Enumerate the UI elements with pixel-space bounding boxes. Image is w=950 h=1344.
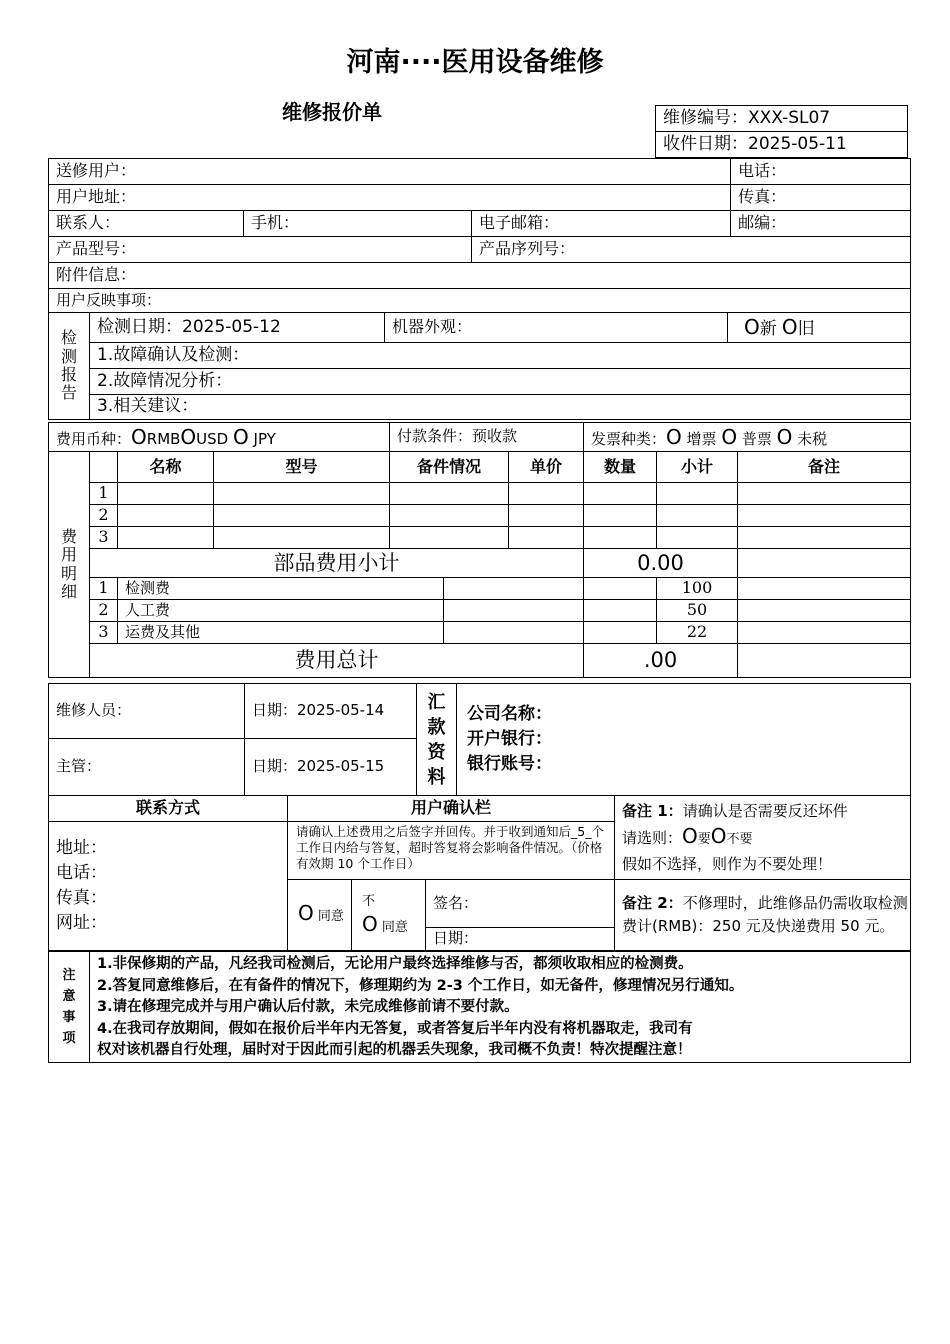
notes-label: 注意事项 [49, 952, 90, 1063]
remark-1 [615, 796, 911, 880]
table-row [49, 600, 911, 622]
signature-field[interactable]: 签名： [426, 880, 615, 928]
table-row [49, 578, 911, 600]
signoff-table [48, 683, 911, 796]
jpy-label: JPY [248, 429, 276, 448]
parts-subtotal-value: 0.00 [584, 549, 738, 578]
fee-name: 运费及其他 [118, 622, 444, 644]
old-radio[interactable]: O [781, 314, 798, 339]
note-item: 2.答复同意维修后，在有备件的情况下，修理期约为 2-3 个工作日，如无备件，修理情况另行通知。 [97, 977, 744, 994]
invoice-label: 发票种类： [591, 429, 667, 448]
receive-date: 收件日期：2025-05-11 [656, 131, 907, 157]
remark-1-default: 假如不选择，则作为不要处理！ [622, 855, 833, 873]
fee-amount: 50 [657, 600, 738, 622]
address-field[interactable]: 用户地址： [49, 185, 731, 211]
disagree-label: 同意 [381, 920, 408, 935]
normal-invoice-radio[interactable]: O [721, 424, 738, 449]
jpy-radio[interactable]: O [233, 424, 249, 449]
supervisor-field[interactable]: 主管： [49, 739, 245, 796]
condition-options [728, 313, 911, 343]
new-radio[interactable]: O [744, 314, 760, 339]
disagree-prefix: 不 [362, 894, 376, 909]
col-spare: 备件情况 [390, 452, 509, 483]
return-no-radio[interactable]: O [710, 824, 727, 848]
agree-radio[interactable]: O [298, 901, 314, 925]
untaxed-label: 未税 [792, 429, 828, 448]
contact-field[interactable]: 联系人： [49, 211, 244, 237]
invoice-options [584, 423, 911, 452]
disagree-option [352, 880, 426, 951]
table-row [49, 483, 911, 505]
col-model: 型号 [214, 452, 390, 483]
usd-radio[interactable]: O [180, 424, 197, 449]
notes-table [48, 951, 911, 1063]
new-label: 新 [759, 318, 777, 339]
technician-date: 日期：2025-05-14 [245, 684, 417, 739]
table-row [49, 505, 911, 527]
row-number: 3 [90, 527, 118, 549]
technician-field[interactable]: 维修人员： [49, 684, 245, 739]
model-field[interactable]: 产品型号： [49, 237, 472, 263]
fax-field[interactable]: 传真： [731, 185, 911, 211]
fee-amount: 100 [657, 578, 738, 600]
return-no-label: 不要 [726, 832, 753, 847]
col-unit-price: 单价 [509, 452, 584, 483]
normal-invoice-label: 普票 [737, 429, 772, 448]
suggestion-field[interactable]: 3.相关建议： [90, 395, 911, 420]
contact-heading: 联系方式 [49, 796, 288, 822]
fee-number: 3 [90, 622, 118, 644]
agree-label: 同意 [317, 909, 344, 924]
accessories-field[interactable]: 附件信息： [49, 263, 911, 289]
col-name: 名称 [118, 452, 214, 483]
usd-label: USD [196, 429, 229, 448]
parts-subtotal-label: 部品费用小计 [90, 549, 584, 578]
inspection-date: 检测日期：2025-05-12 [90, 313, 385, 343]
currency-table [48, 422, 911, 452]
fee-number: 1 [90, 578, 118, 600]
mobile-field[interactable]: 手机： [244, 211, 472, 237]
vat-label: 增票 [681, 429, 717, 448]
serial-field[interactable]: 产品序列号： [472, 237, 911, 263]
contact-website: 网址： [56, 913, 107, 933]
note-item: 权对该机器自行处理，届时对于因此而引起的机器丢失现象，我司概不负责！特次提醒注意！ [97, 1042, 692, 1058]
notes-list [90, 952, 911, 1063]
return-yes-label: 要 [697, 832, 711, 847]
currency-options [49, 423, 390, 452]
remark-1-choose: 请选则： [622, 829, 683, 847]
total-value: .00 [584, 644, 738, 678]
customer-field[interactable]: 送修用户： [49, 159, 731, 185]
disagree-radio[interactable]: O [362, 912, 378, 936]
table-row [49, 622, 911, 644]
supervisor-date: 日期：2025-05-15 [245, 739, 417, 796]
contact-fax: 传真： [56, 888, 107, 908]
account-field: 银行账号： [467, 754, 552, 774]
phone-field[interactable]: 电话： [731, 159, 911, 185]
remark-2-text: 不修理时，此维修品仍需收取检测费计(RMB)：250 元及快递费用 50 元。 [622, 894, 908, 935]
return-yes-radio[interactable]: O [682, 824, 698, 848]
fee-number: 2 [90, 600, 118, 622]
remark-2-title: 备注 2： [622, 894, 683, 912]
col-quantity: 数量 [584, 452, 657, 483]
fault-confirm-field[interactable]: 1.故障确认及检测： [90, 343, 911, 369]
feedback-field[interactable]: 用户反映事项： [49, 289, 911, 313]
company-name-field: 公司名称： [467, 704, 552, 724]
fee-name: 检测费 [118, 578, 444, 600]
repair-number: 维修编号：XXX-SL07 [663, 108, 831, 128]
vat-radio[interactable]: O [666, 424, 682, 449]
payment-terms: 付款条件：预收款 [390, 423, 584, 452]
bank-name-field: 开户银行： [467, 729, 552, 749]
confirm-instructions: 请确认上述费用之后签字并回传。并于收到通知后_5_个工作日内给与答复，超时答复将会影响备件情况。（价格有效期 10 个工作日） [288, 822, 615, 880]
contact-address: 地址： [56, 838, 107, 858]
appearance-field[interactable]: 机器外观： [385, 313, 728, 343]
contact-info [49, 822, 288, 951]
postcode-field[interactable]: 邮编： [731, 211, 911, 237]
note-item: 3.请在修理完成并与用户确认后付款，未完成维修前请不要付款。 [97, 999, 519, 1015]
total-label: 费用总计 [90, 644, 584, 678]
bank-info [457, 684, 911, 796]
confirm-date-field[interactable]: 日期： [426, 928, 615, 951]
row-number: 2 [90, 505, 118, 527]
page-title: 河南····医用设备维修 [346, 47, 604, 78]
cost-detail-table [48, 451, 911, 678]
header-info-box [655, 105, 908, 158]
customer-info-table [48, 158, 911, 420]
cost-detail-label: 费用明细 [49, 452, 90, 678]
confirmation-table [48, 795, 911, 951]
col-remark: 备注 [738, 452, 911, 483]
table-row [49, 527, 911, 549]
form-subtitle: 维修报价单 [282, 100, 382, 124]
untaxed-radio[interactable]: O [776, 424, 793, 449]
rmb-label: RMB [146, 429, 181, 448]
col-subtotal: 小计 [657, 452, 738, 483]
remark-2 [615, 880, 911, 951]
confirm-heading: 用户确认栏 [288, 796, 615, 822]
remittance-label: 汇款资料 [417, 684, 457, 796]
fault-analysis-field[interactable]: 2.故障情况分析： [90, 369, 911, 395]
note-item: 4.在我司存放期间，假如在报价后半年内无答复，或者答复后半年内没有将机器取走，我司有 [97, 1020, 693, 1037]
note-item: 1.非保修期的产品，凡经我司检测后，无论用户最终选择维修与否，都须收取相应的检测费。 [97, 956, 693, 972]
email-field[interactable]: 电子邮箱： [472, 211, 731, 237]
remark-1-title: 备注 1： [622, 802, 683, 820]
agree-option [288, 880, 352, 951]
remark-1-text: 请确认是否需要反还坏件 [682, 802, 848, 820]
row-number: 1 [90, 483, 118, 505]
currency-label: 费用币种： [56, 429, 132, 448]
contact-phone: 电话： [56, 863, 107, 883]
fee-name: 人工费 [118, 600, 444, 622]
fee-amount: 22 [657, 622, 738, 644]
rmb-radio[interactable]: O [131, 424, 147, 449]
inspection-label: 检测报告 [49, 313, 90, 420]
old-label: 旧 [797, 318, 815, 339]
